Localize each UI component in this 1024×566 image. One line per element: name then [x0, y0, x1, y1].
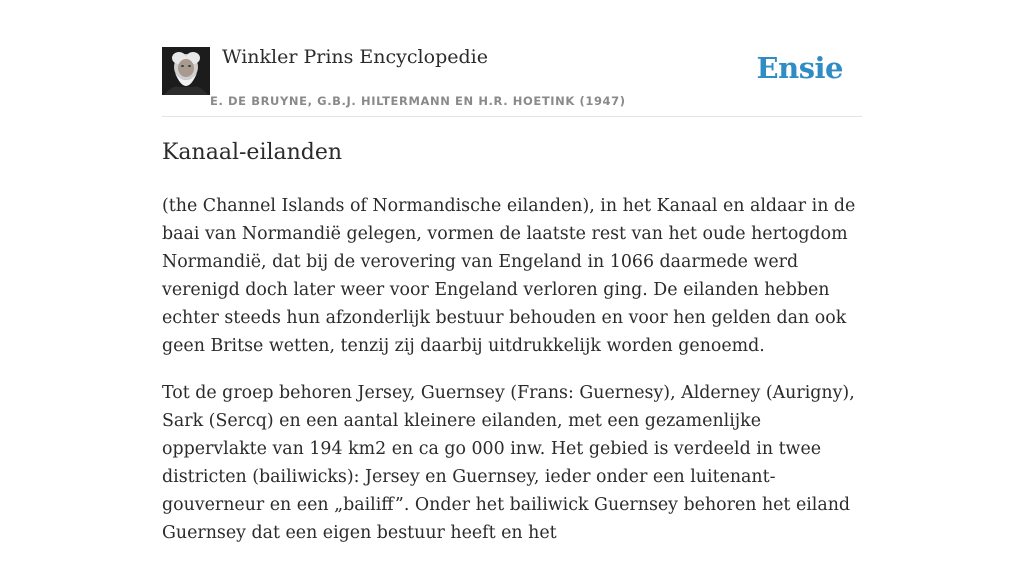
author-portrait-icon	[162, 47, 210, 95]
brand-logo[interactable]: Ensie	[756, 51, 843, 85]
article-body	[162, 192, 864, 566]
book-title[interactable]: Winkler Prins Encyclopedie	[222, 46, 488, 68]
authors: E. DE BRUYNE, G.B.J. HILTERMANN EN H.R. HOETINK (1947)	[210, 94, 626, 108]
header	[162, 46, 862, 117]
paragraph: (the Channel Islands of Normandische eilanden), in het Kanaal en aldaar in de baai van Normandië gelegen, vormen de laatste rest van het oude hertogdom Normandië, dat bij de verovering van Engeland in 1066 daarmede werd verenigd doch later weer voor Engeland verloren ging. De eilanden hebben echter steeds hun afzonderlijk bestuur behouden en voor hen gelden dan ook geen Britse wetten, tenzij zij daarbij uitdrukkelijk worden genoemd.	[162, 196, 856, 356]
entry-title: Kanaal-eilanden	[162, 140, 343, 165]
paragraph: Tot de groep behoren Jersey, Guernsey (Frans: Guernesy), Alderney (Aurigny), Sark (Sercq) en een aantal kleinere eilanden, met een gezamenlijke oppervlakte van 194 km2 en ca go 000 inw. Het gebied is verdeeld in twee districten (bailiwicks): Jersey en Guernsey, ieder onder een luitenant-gouverneur en een „bailiff”. Onder het bailiwick Guernsey behoren het eiland Guernsey dat een eigen bestuur heeft en het	[162, 383, 855, 543]
